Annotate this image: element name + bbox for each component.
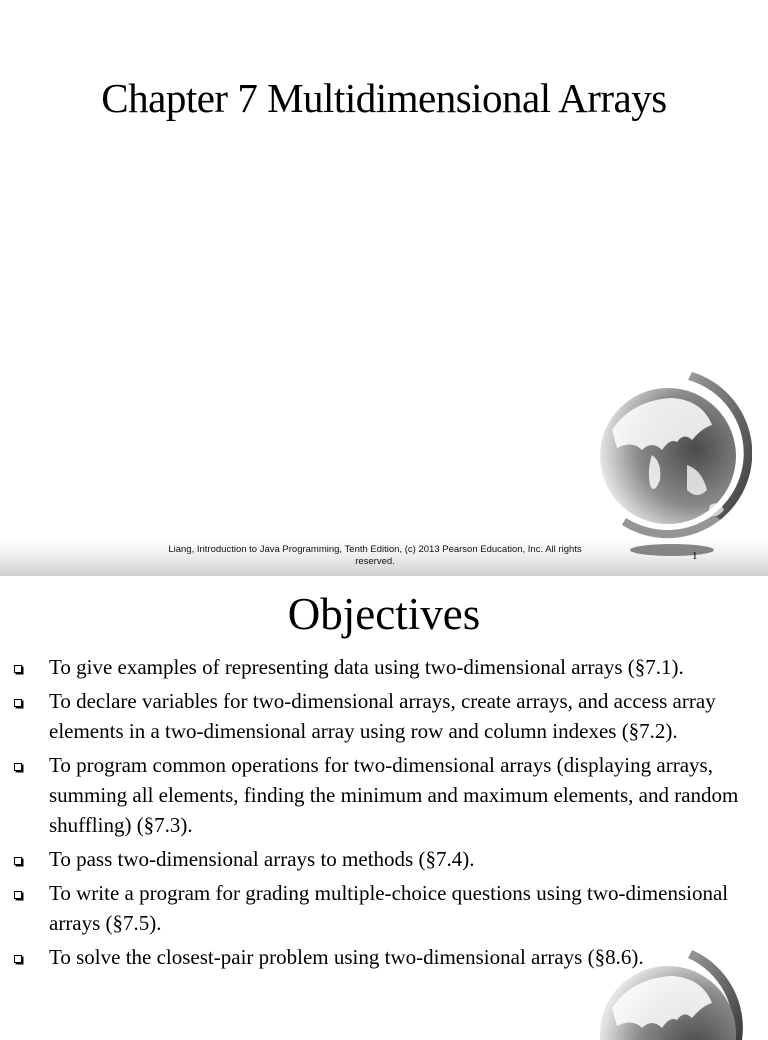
objective-text: To give examples of representing data using two-dimensional arrays (§7.1). xyxy=(49,655,684,679)
list-item xyxy=(0,686,768,746)
footer-copyright: Liang, Introduction to Java Programming, Tenth Edition, (c) 2013 Pearson Education, Inc. All rights reserved. xyxy=(168,544,582,567)
objective-text: To write a program for grading multiple-choice questions using two-dimensional arrays (§7.5). xyxy=(49,881,729,935)
list-item xyxy=(0,652,768,682)
slide-title: Chapter 7 Multidimensional Arrays xyxy=(101,75,667,121)
square-bullet-icon xyxy=(14,891,22,899)
square-bullet-icon xyxy=(14,665,22,673)
globe-icon xyxy=(592,940,752,1040)
objective-text: To pass two-dimensional arrays to methods (§7.4). xyxy=(49,847,475,871)
list-item xyxy=(0,878,768,938)
list-item xyxy=(0,750,768,840)
objective-text: To solve the closest-pair problem using two-dimensional arrays (§8.6). xyxy=(49,945,644,969)
page-number: 1 xyxy=(692,550,698,562)
objectives-title: Objectives xyxy=(287,589,481,639)
globe-icon xyxy=(592,370,752,560)
objective-text: To declare variables for two-dimensional arrays, create arrays, and access array elements in a two-dimensional array using row and column indexes (§7.2). xyxy=(49,689,716,743)
objectives-list xyxy=(0,652,768,976)
square-bullet-icon xyxy=(14,763,22,771)
square-bullet-icon xyxy=(14,699,22,707)
square-bullet-icon xyxy=(14,955,22,963)
square-bullet-icon xyxy=(14,857,22,865)
objective-text: To program common operations for two-dimensional arrays (displaying arrays, summing all elements, finding the minimum and maximum elements, and random shuffling) (§7.3). xyxy=(49,753,739,837)
list-item xyxy=(0,844,768,874)
